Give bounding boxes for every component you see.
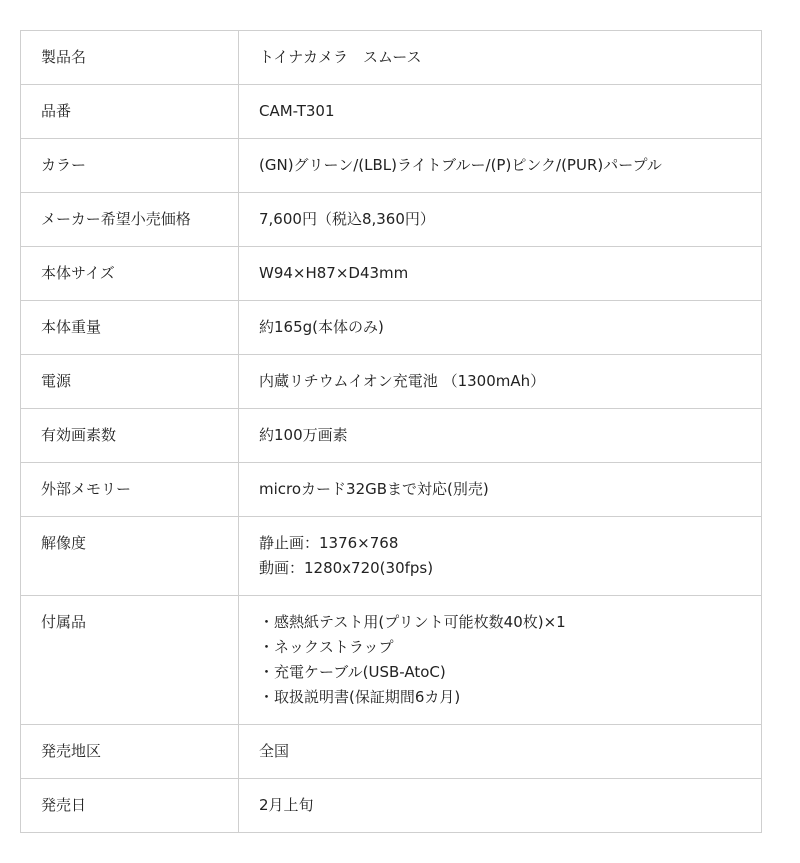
spec-label: 発売地区 [21, 725, 239, 779]
spec-label: 電源 [21, 355, 239, 409]
table-row [21, 779, 762, 833]
spec-value-line: 7,600円（税込8,360円） [259, 210, 435, 228]
spec-value-line: 内蔵リチウムイオン充電池 （1300mAh） [259, 372, 546, 390]
spec-value-line: 全国 [259, 742, 290, 760]
spec-value [239, 725, 762, 779]
table-row [21, 463, 762, 517]
table-row [21, 247, 762, 301]
table-row [21, 517, 762, 596]
spec-value [239, 355, 762, 409]
table-row [21, 596, 762, 725]
spec-label: 解像度 [21, 517, 239, 596]
spec-label: カラー [21, 139, 239, 193]
spec-value-line: ・取扱説明書(保証期間6カ月) [259, 688, 461, 706]
spec-label: 製品名 [21, 31, 239, 85]
spec-value [239, 463, 762, 517]
table-row [21, 31, 762, 85]
spec-label: 付属品 [21, 596, 239, 725]
product-spec-table [20, 30, 762, 833]
spec-value [239, 85, 762, 139]
spec-value [239, 301, 762, 355]
spec-label: 本体重量 [21, 301, 239, 355]
spec-value-line: ・充電ケーブル(USB-AtoC) [259, 663, 446, 681]
table-row [21, 139, 762, 193]
spec-value-line: トイナカメラ スムース [259, 48, 422, 66]
spec-value [239, 247, 762, 301]
spec-label: 本体サイズ [21, 247, 239, 301]
spec-label: メーカー希望小売価格 [21, 193, 239, 247]
table-row [21, 355, 762, 409]
spec-value-line: 約165g(本体のみ) [259, 318, 384, 336]
spec-table-body [21, 31, 762, 833]
spec-value-line: (GN)グリーン/(LBL)ライトブルー/(P)ピンク/(PUR)パープル [259, 156, 662, 174]
spec-label: 外部メモリー [21, 463, 239, 517]
spec-value [239, 596, 762, 725]
spec-value [239, 409, 762, 463]
spec-value [239, 193, 762, 247]
spec-value-line: ・ネックストラップ [259, 638, 394, 656]
spec-value [239, 139, 762, 193]
table-row [21, 409, 762, 463]
spec-value-line: 約100万画素 [259, 426, 348, 444]
spec-value-line: W94×H87×D43mm [259, 264, 409, 282]
spec-value [239, 517, 762, 596]
table-row [21, 193, 762, 247]
spec-value-line: CAM-T301 [259, 102, 335, 120]
table-row [21, 85, 762, 139]
spec-value [239, 779, 762, 833]
spec-value-line: microカード32GBまで対応(別売) [259, 480, 489, 498]
spec-label: 有効画素数 [21, 409, 239, 463]
spec-value-line: 動画：1280x720(30fps) [259, 559, 434, 577]
table-row [21, 301, 762, 355]
spec-value-line: 静止画：1376×768 [259, 534, 399, 552]
spec-label: 発売日 [21, 779, 239, 833]
spec-value-line: ・感熱紙テスト用(プリント可能枚数40枚)×1 [259, 613, 566, 631]
spec-label: 品番 [21, 85, 239, 139]
spec-value-line: 2月上旬 [259, 796, 314, 814]
table-row [21, 725, 762, 779]
spec-value [239, 31, 762, 85]
